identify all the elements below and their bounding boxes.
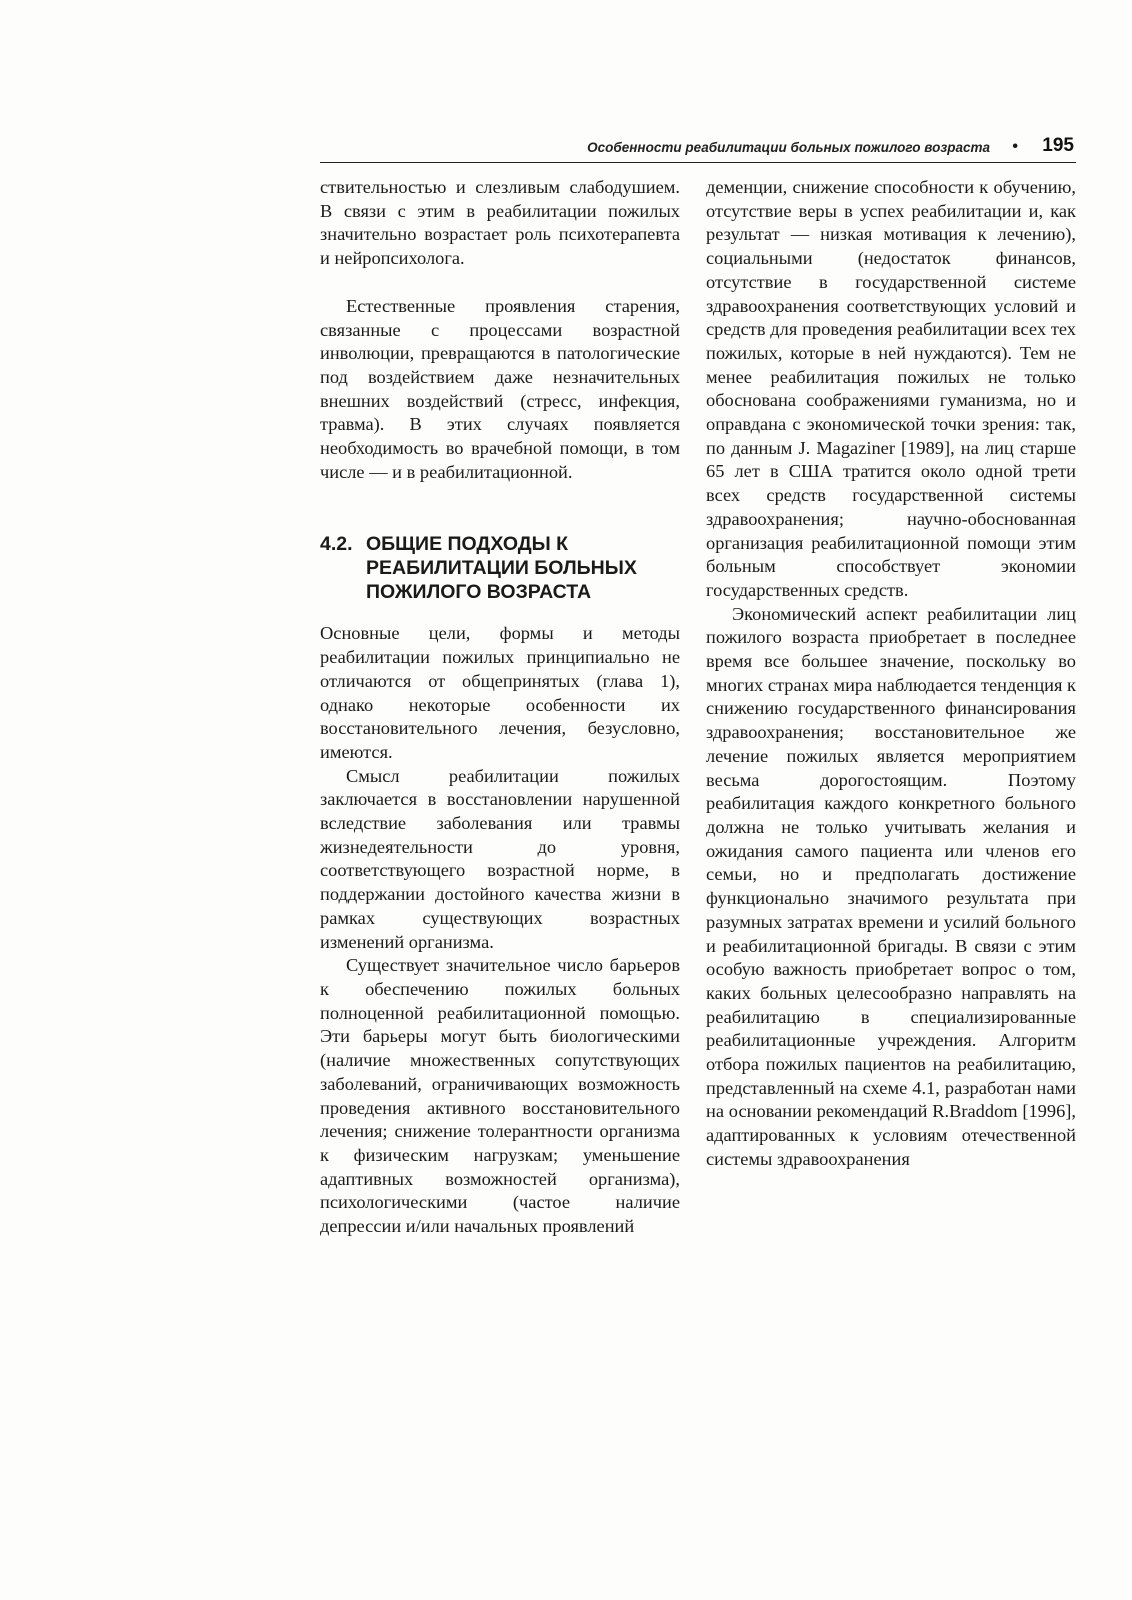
page-number: 195 [1042,135,1074,156]
section-number: 4.2. [320,533,353,556]
paragraph: Существует значительное число барьеров к обеспечению пожилых больных полноценной реабилитационной помощью. Эти барьеры могут быть биологическими (наличие множественных сопутствующих заболеваний, ограничивающих возможность проведения активного восстановительного лечения; снижение толерантности организма к физическим нагрузкам; уменьшение адаптивных возможностей организма), психологическими (частое наличие депрессии и/или начальных проявлений [320,955,680,1237]
right-column [706,176,1076,1172]
running-header [320,135,1076,163]
running-title: Особенности реабилитации больных пожилого возраста [587,140,990,155]
paragraph: деменции, снижение способности к обучению, отсутствие веры в успех реабилитации и, как результат — низкая мотивация к лечению), социальными (недостаток финансов, отсутствие в государственной системе здравоохранения соответствующих условий и средств для проведения реабилитации всех тех пожилых, которые в ней нуждаются). Тем не менее реабилитация пожилых не только обоснована соображениями гуманизма, но и оправдана с экономической точки зрения: так, по данным J. Magaziner [1989], на лиц старше 65 лет в США тратится около одной трети всех средств государственной системы здравоохранения; научно-обоснованная организация реабилитационной помощи этим больным способствует экономии государственных средств. [706,177,1076,600]
paragraph: Экономический аспект реабилитации лиц пожилого возраста приобретает в последнее время все большее значение, поскольку во многих странах мира наблюдается тенденция к снижению государственного финансирования здравоохранения; восстановительное же лечение пожилых является мероприятием весьма дорогостоящим. Поэтому реабилитация каждого конкретного больного должна не только учитывать желания и ожидания самого пациента или членов его семьи, но и предполагать достижение функционально значимого результата при разумных затратах времени и усилий больного и реабилитационной бригады. В связи с этим особую важность приобретает вопрос о том, каких больных целесообразно направлять на реабилитацию в специализированные реабилитационные учреждения. Алгоритм отбора пожилых пациентов на реабилитацию, представленный на схеме 4.1, разработан нами на основании рекомендаций R.Braddom [1996], адаптированных к условиям отечественной системы здравоохранения [706,603,1076,1169]
paragraph: Естественные проявления старения, связанные с процессами возрастной инволюции, превращаются в патологические под воздействием даже незначительных внешних воздействий (стресс, инфекция, травма). В этих случаях появляется необходимость во врачебной помощи, в том числе — и в реабилитационной. [320,295,680,482]
left-column [320,176,680,1239]
paragraph: Основные цели, формы и методы реабилитации пожилых принципиально не отличаются от общепринятых (глава 1), однако некоторые особенности их восстановительного лечения, безусловно, имеются. [320,623,680,762]
section-title: ОБЩИЕ ПОДХОДЫ К РЕАБИЛИТАЦИИ БОЛЬНЫХ ПОЖИЛОГО ВОЗРАСТА [366,533,637,604]
paragraph: Смысл реабилитации пожилых заключается в восстановлении нарушенной вследствие заболевания или травмы жизнедеятельности до уровня, соответствующего возрастной норме, в поддержании достойного качества жизни в рамках существующих возрастных изменений организма. [320,765,680,952]
header-bullet: • [1012,138,1018,155]
paragraph: ствительностью и слезливым слабодушием. В связи с этим в реабилитации пожилых значительно возрастает роль психотерапевта и нейропсихолога. [320,177,680,269]
section-heading [320,532,680,604]
